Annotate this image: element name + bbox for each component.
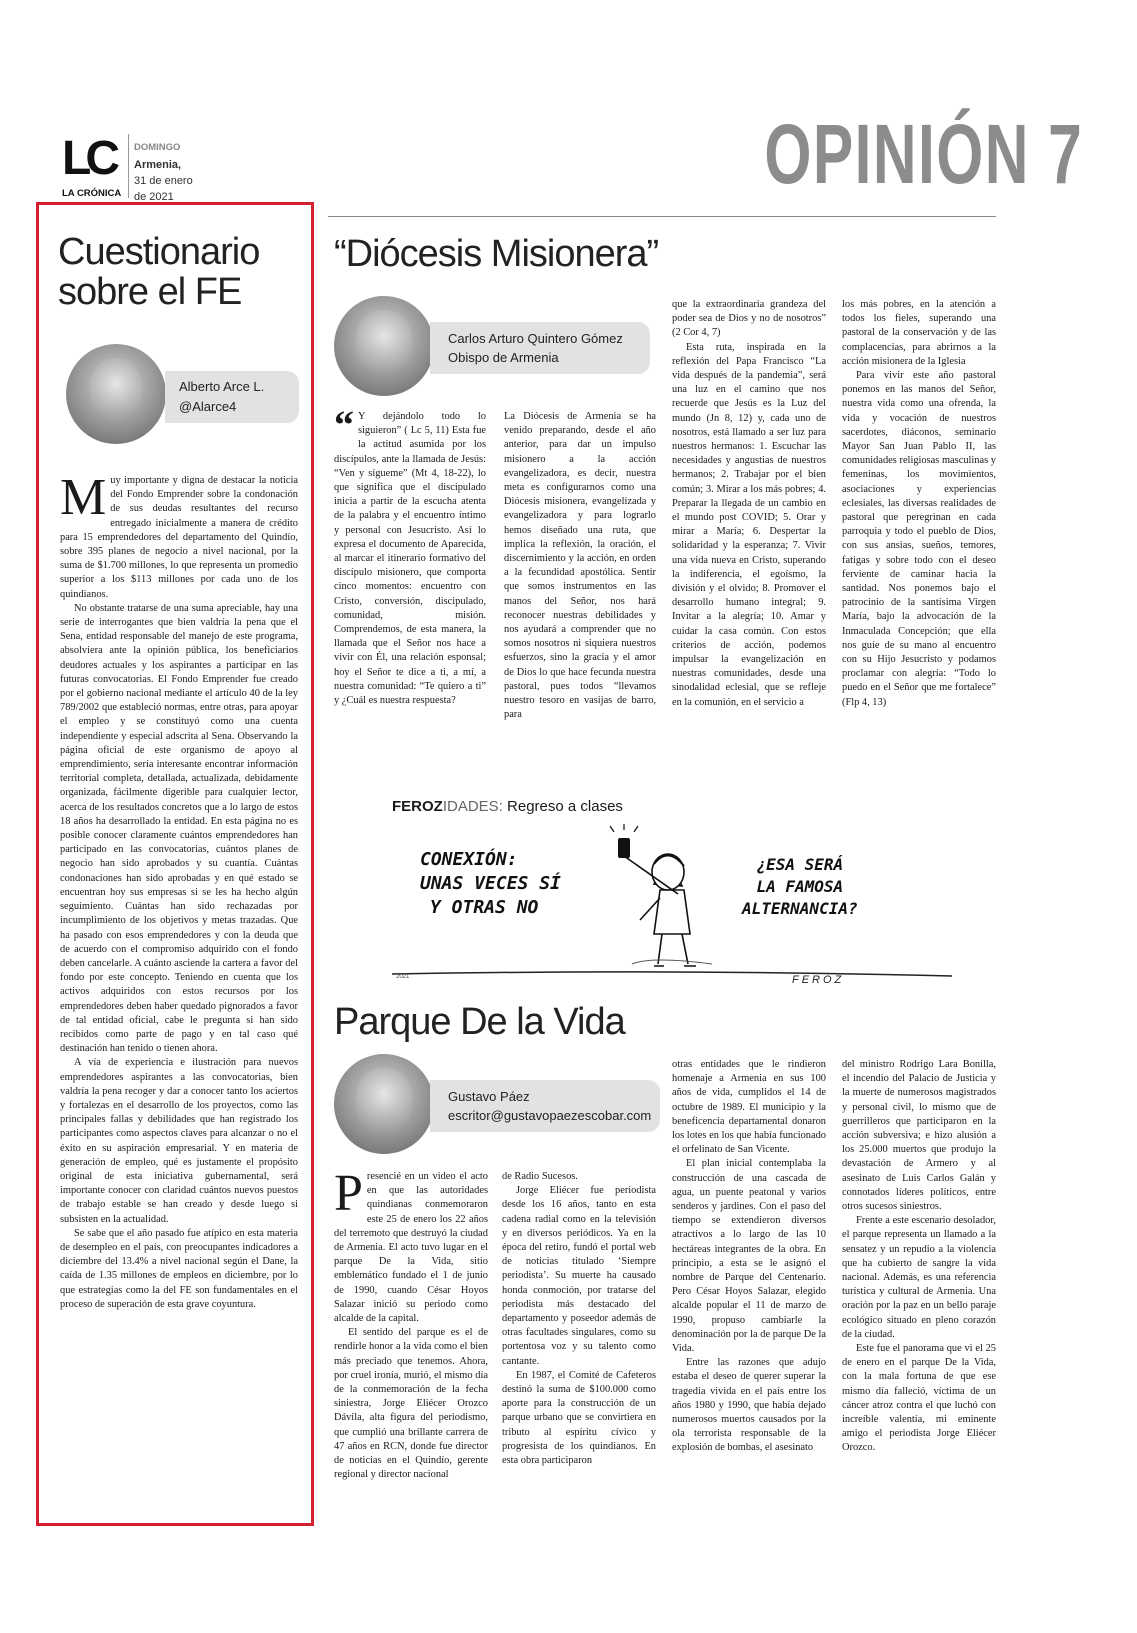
author-role: Obispo de Armenia [448,350,559,365]
article2-title: “Diócesis Misionera” [334,233,659,275]
dropcap: P [334,1165,363,1222]
section-title [764,106,1084,203]
logo-mark: LC [62,132,114,185]
bubble-right: ¿ESA SERÁ LA FAMOSA ALTERNANCIA? [742,855,858,918]
author-name: Alberto Arce L. [179,379,265,394]
article1-title: Cuestionario sobre el FE [58,231,260,313]
article3-col3: otras entidades que le rindieron homenaje a Armenia en sus 100 años de vida, cumplidos el 14 de octubre de 1989. El municipio y la beneficencia departamental donaron los lotes en los que había funcionado el orfelinato de San Vicente. El plan inicial contemplaba la construcción de una cascada de agua, un puente peatonal y varios senderos y jardines. Con el paso del tiempo se extendieron diversos atractivos a lo largo de las 10 hectáreas integrantes de la obra. En principio, a esta se le asignó el nombre de Parque del Centenario. Pero César Hoyos Salazar, elegido alcalde popular el 11 de marzo de 1990, propuso cambiarle la denominación por la de parque De la Vida. Entre las razones que adujo estaba el deseo de querer superar la tragedia vivida en el país entre los años 1980 y 1990, que había dejado numerosos muertos causados por la ola terrorista responsable de la explosión de bombas, el asesinato [672,1059,826,1454]
article2-col4: los más pobres, en la atención a todos los fieles, superando una pastoral de la conservación y de las complacencias, para abrirnos a la acción misionera de la Iglesia Para vivir este año pastoral ponemos en las manos del Señor, nuestra vida como una ofrenda, la vida y vocación de nuestros sacerdotes, diáconos, seminario Mayor San Juan Pablo II, las comunidades religiosas masculinas y femeninas, los movimientos, asociaciones y experiencias eclesiales, las diversas realidades de pastoral que peregrinan en cada parroquia y todo el pueblo de Dios, con sus ansias, sueños, temores, fatigas y sobre todo con el deseo ferviente de caminar hacia la santidad. Nos ponemos bajo el patrocinio de la santísima Virgen María, bajo la advocación de la Inmaculada Concepción; que ella nos guíe de su mano al encuentro con su Hijo Jesucristo y podamos proclamar con alegría: “Todo lo puedo en el Señor que me fortalece” (Flp 4, 13) [842,299,996,708]
cartoon-brand-bold: FEROZ [392,798,443,815]
article1-paragraph: Muy importante y digna de destacar la noticia del Fondo Emprender sobre la condonación de sus deudas resultantes del recurso entregado inicialmente a manera de crédito para 15 emprendedores del departamento del Quindío, sobre 395 planes de negocio a nivel nacional, por la suma de $1.700 millones, lo que representa un promedio superior a los $113 millones por cada uno de los quindianos. [60,469,298,600]
cartoon-year: 2021 [396,974,410,980]
article3-col4: del ministro Rodrigo Lara Bonilla, el incendio del Palacio de Justicia y la muerte de numerosos magistrados y personal civil, lo mismo que de guerrilleros que participaron en la acción subversiva; e hizo alusión a los 25.000 muertos que produjo la devastación de Armero y al asesinato de Luis Carlos Galán y connotados líderes políticos, entre otros sucesos siniestros. Frente a este escenario desolador, el parque representa un llamado a la sensatez y un repudio a la violencia que ha cubierto de sangre la vida nacional. Además, es una referencia turística y cultural de Armenia. Una oración por la paz en un bello paraje ecológico situado en pleno corazón de la ciudad. Este fue el panorama que vi el 25 de enero en el parque De la Vida, con la mala fortuna de que ese mismo día falleció, víctima de un cáncer atroz contra el que luchó con increíble valentía, mi eminente amigo el periodista Jorge Eliécer Orozco. [842,1059,996,1454]
page-number: 7 [1048,107,1084,201]
author-name: Carlos Arturo Quintero Gómez [448,331,623,346]
quote-mark: “ [334,402,354,447]
cartoon-title: Regreso a clases [507,798,623,815]
dropcap: M [60,469,107,526]
edition-year: de 2021 [134,191,174,203]
byline-quintero [430,322,650,374]
logo-rule [128,134,129,198]
article2-col1: “ Y dejándolo todo lo siguieron” ( Lc 5, 11) Esta fue la actitud asumida por los discípulos, ante la llamada de Jesús: “Ven y sígueme” (Mt 4, 18-22), lo que significa que el discipulado inicia a partir de la escucha atenta de la palabra y el encuentro íntimo y personal con Jesucristo. Así lo expresa el documento de Aparecida, al marcar el itinerario formativo del discípulo misionero, que comporta cinco momentos: encuentro con Cristo, conversión, discipulado, comunidad, misión. Comprendemos, de esta manera, la llamada que el Señor nos hace a vivir con Él, una relación esponsal; hoy el Señor te dice a ti, a mí, a nuestra comunidad: “Te quiero a ti” y ¿Cuál es nuestra respuesta? [334,402,486,707]
author-contact: escritor@gustavopaezescobar.com [448,1108,652,1123]
article3-col1: Presencié en un video el acto en que las autoridades quindianas conmemoraron este 25 de enero los 22 años del terremoto que destruyó la ciudad de Armenia. El acto tuvo lugar en el parque De la Vida, sitio emblemático fundado el 1 de junio de 1990, cuando César Hoyos Salazar inició su periodo como alcalde de la capital. El sentido del parque es el de rendirle honor a la vida como el bien más preciado que tenemos. Ahora, por cruel ironía, murió, el mismo día de la conmemoración de la fecha siniestra, Jorge Eliécer Orozco Dávila, alta figura del periodismo, que cumplió una brillante carrera de 47 años en RCN, donde fue director de noticias en el Quindío, gerente regional y director nacional [334,1165,488,1481]
cartoon-signature: FEROZ [792,974,845,986]
cartoon-panel [392,824,952,984]
edition-day: DOMINGO [134,142,181,153]
article1-paragraph: No obstante tratarse de una suma apreciable, hay una serie de interrogantes que bien valdría la pena que el Sena, entidad responsable del manejo de este programa, absolviera ante la opinión pública, los beneficiarios deudores actuales y los aspirantes a participar en las futuras convocatorias. El Fondo Emprender fue creado por el gobierno nacional mediante el artículo 40 de la ley 789/2002 que estableció normas, entre otras, para apoyar el empleo y se constituyó como una cuenta independiente y especial adscrita al Sena. Observando la página oficial de este organismo de apoyo al emprendimiento, sería interesante encontrar información territorial completa, detallada, actualizada, debidamente organizada, fácilmente digerible para cualquier lector, acerca de los resultados concretos que a lo largo de estos 18 años ha desarrollado la entidad. En esta página no es posible conocer claramente cuántos emprendedores han participado en las convocatorias, cuántos planes de negocio han sido aprobados y su cuantía. Cuántas condonaciones han sido aprobadas y en qué estado se encuentran hoy sus empresas si se les ha hecho algún seguimiento. Cuántas han sido rechazadas por incumplimiento de los objetivos y metas trazadas. Que ha pasado con esos emprendedores y con la deuda que de acuerdo con el compromiso adquirido con el fondo deben cancelarle. A cuánto asciende la cartera a favor del fondo por este concepto. Teniendo en cuenta que los activos adquiridos con estos recursos por los emprendedores deben haber quedado pignorados a favor de tal entidad oficial, cabe le pregunta si han sido recibidos como parte de pago y en tal caso qué destinación han tenido o tienen ahora. [60,602,298,1055]
article2-col2: La Diócesis de Armenia se ha venido preparando, desde el año anterior, para dar un impulso misionero a la acción evangelizadora, es decir, nuestra meta es configurarnos como una Diócesis misionera, evangelizada y evangelizadora y para lograrlo hemos diseñado una ruta, que implica la reflexión, la oración, el discernimiento y la acción, en orden a la fecundidad apostólica. Sentir que somos instrumentos en las manos del Señor, nos hará reconocer nuestras debilidades y nos ayudará a comprender que no somos nosotros ni siquiera nuestros esfuerzos, sino la gracia y el amor de Dios lo que hace fecunda nuestra pastoral, pues todos “llevamos nuestro tesoro en vasijas de barro, para [504,411,656,721]
bubble-left: CONEXIÓN: UNAS VECES SÍ Y OTRAS NO [420,849,561,918]
article-cuestionario [58,232,302,312]
article3-col2: de Radio Sucesos. Jorge Eliécer fue periodista desde los 16 años, tanto en esta cadena radial como en la televisión y en diversos periódicos. Ya en la época del retiro, fundó el portal web de noticias titulado ‘Siempre periodista’. Su muerte ha causado honda conmoción, por tratarse del periodista más destacado del departamento y poseedor además de otras facultades singulares, como su portentosa voz y su talento como cantante. En 1987, el Comité de Cafeteros destinó la suma de $100.000 como aporte para la construcción de un parque urbano que se convirtiera en tributo al espíritu cívico y progresista de los quindianos. En esta obra participaron [502,1171,656,1467]
section-name: OPINIÓN [764,107,1030,201]
byline-paez [430,1080,660,1132]
edition-date: 31 de enero [134,175,193,187]
cartoon-brand-light: IDADES: [442,798,503,815]
author-handle: @Alarce4 [179,399,237,414]
article2-col3: que la extraordinaria grandeza del poder sea de Dios y no de nosotros” (2 Cor 4, 7) Esta ruta, inspirada en la reflexión del Papa Francisco “La vida después de la pandemia”, será una luz en el camino que nos recuerde que Jesús es la Luz del mundo (Jn 8, 12) y, cada uno de nosotros, está llamado a ser luz para nuestros hermanos: 1. Escuchar las necesidades y angustias de nuestros hermanos; 2. Trabajar por el bien común; 3. Mirar a los más pobres; 4. Preparar la llegada de un cambio en el mundo post COVID; 5. Orar y mirar a María; 6. Despertar la solidaridad y la esperanza; 7. Vivir una vida nueva en Cristo, superando la indiferencia, el egoísmo, la división y el olvido; 8. Promover el desarrollo humano integral; 9. Invitar a la alegría; 10. Amar y cuidar la casa común. Con estos criterios de acción, podemos impulsar la evangelización en nuestras comunidades, desde una sinodalidad eclesial, que se refleje en la comunión, en el servicio a [672,299,826,708]
header-rule [328,216,996,217]
author-name: Gustavo Páez [448,1089,530,1104]
article3-title: Parque De la Vida [334,1001,625,1043]
byline-arce [165,371,299,423]
cartoon-header [392,798,623,815]
edition-city: Armenia, [134,159,182,171]
article1-paragraph: Se sabe que el año pasado fue atípico en esta materia de desempleo en el país, con preocupantes indicadores a diciembre del 13.4% a nivel nacional según el Dane, la caída de 1.35 millones de empleos en diciembre, por lo que estrategias como la del FE son fundamentales en el proceso de superación de esta grave coyuntura. [60,1227,298,1310]
author-photo-paez [334,1054,434,1154]
author-photo-quintero [334,296,434,396]
article1-body [60,469,298,1312]
article1-paragraph: A vía de experiencia e ilustración para nuevos emprendedores aspirantes a las convocatorias, bien valdría la pena recoger y dar a conocer tanto los aciertos y fortalezas en el desarrollo de los proyectos, como las principales fallas y debilidades que han registrado los participantes como aspectos claves para alcanzar o no el éxito en su aspiración empresarial. Y en materia de generación de empleo, qué es justamente el propósito original de esta iniciativa gubernamental, será importante conocer con claridad cuántos nuevos puestos de trabajo estable se han creado y desde luego si subsisten en la actualidad. [60,1057,298,1225]
author-photo-arce [66,344,166,444]
logo-name: LA CRÓNICA [62,188,122,199]
